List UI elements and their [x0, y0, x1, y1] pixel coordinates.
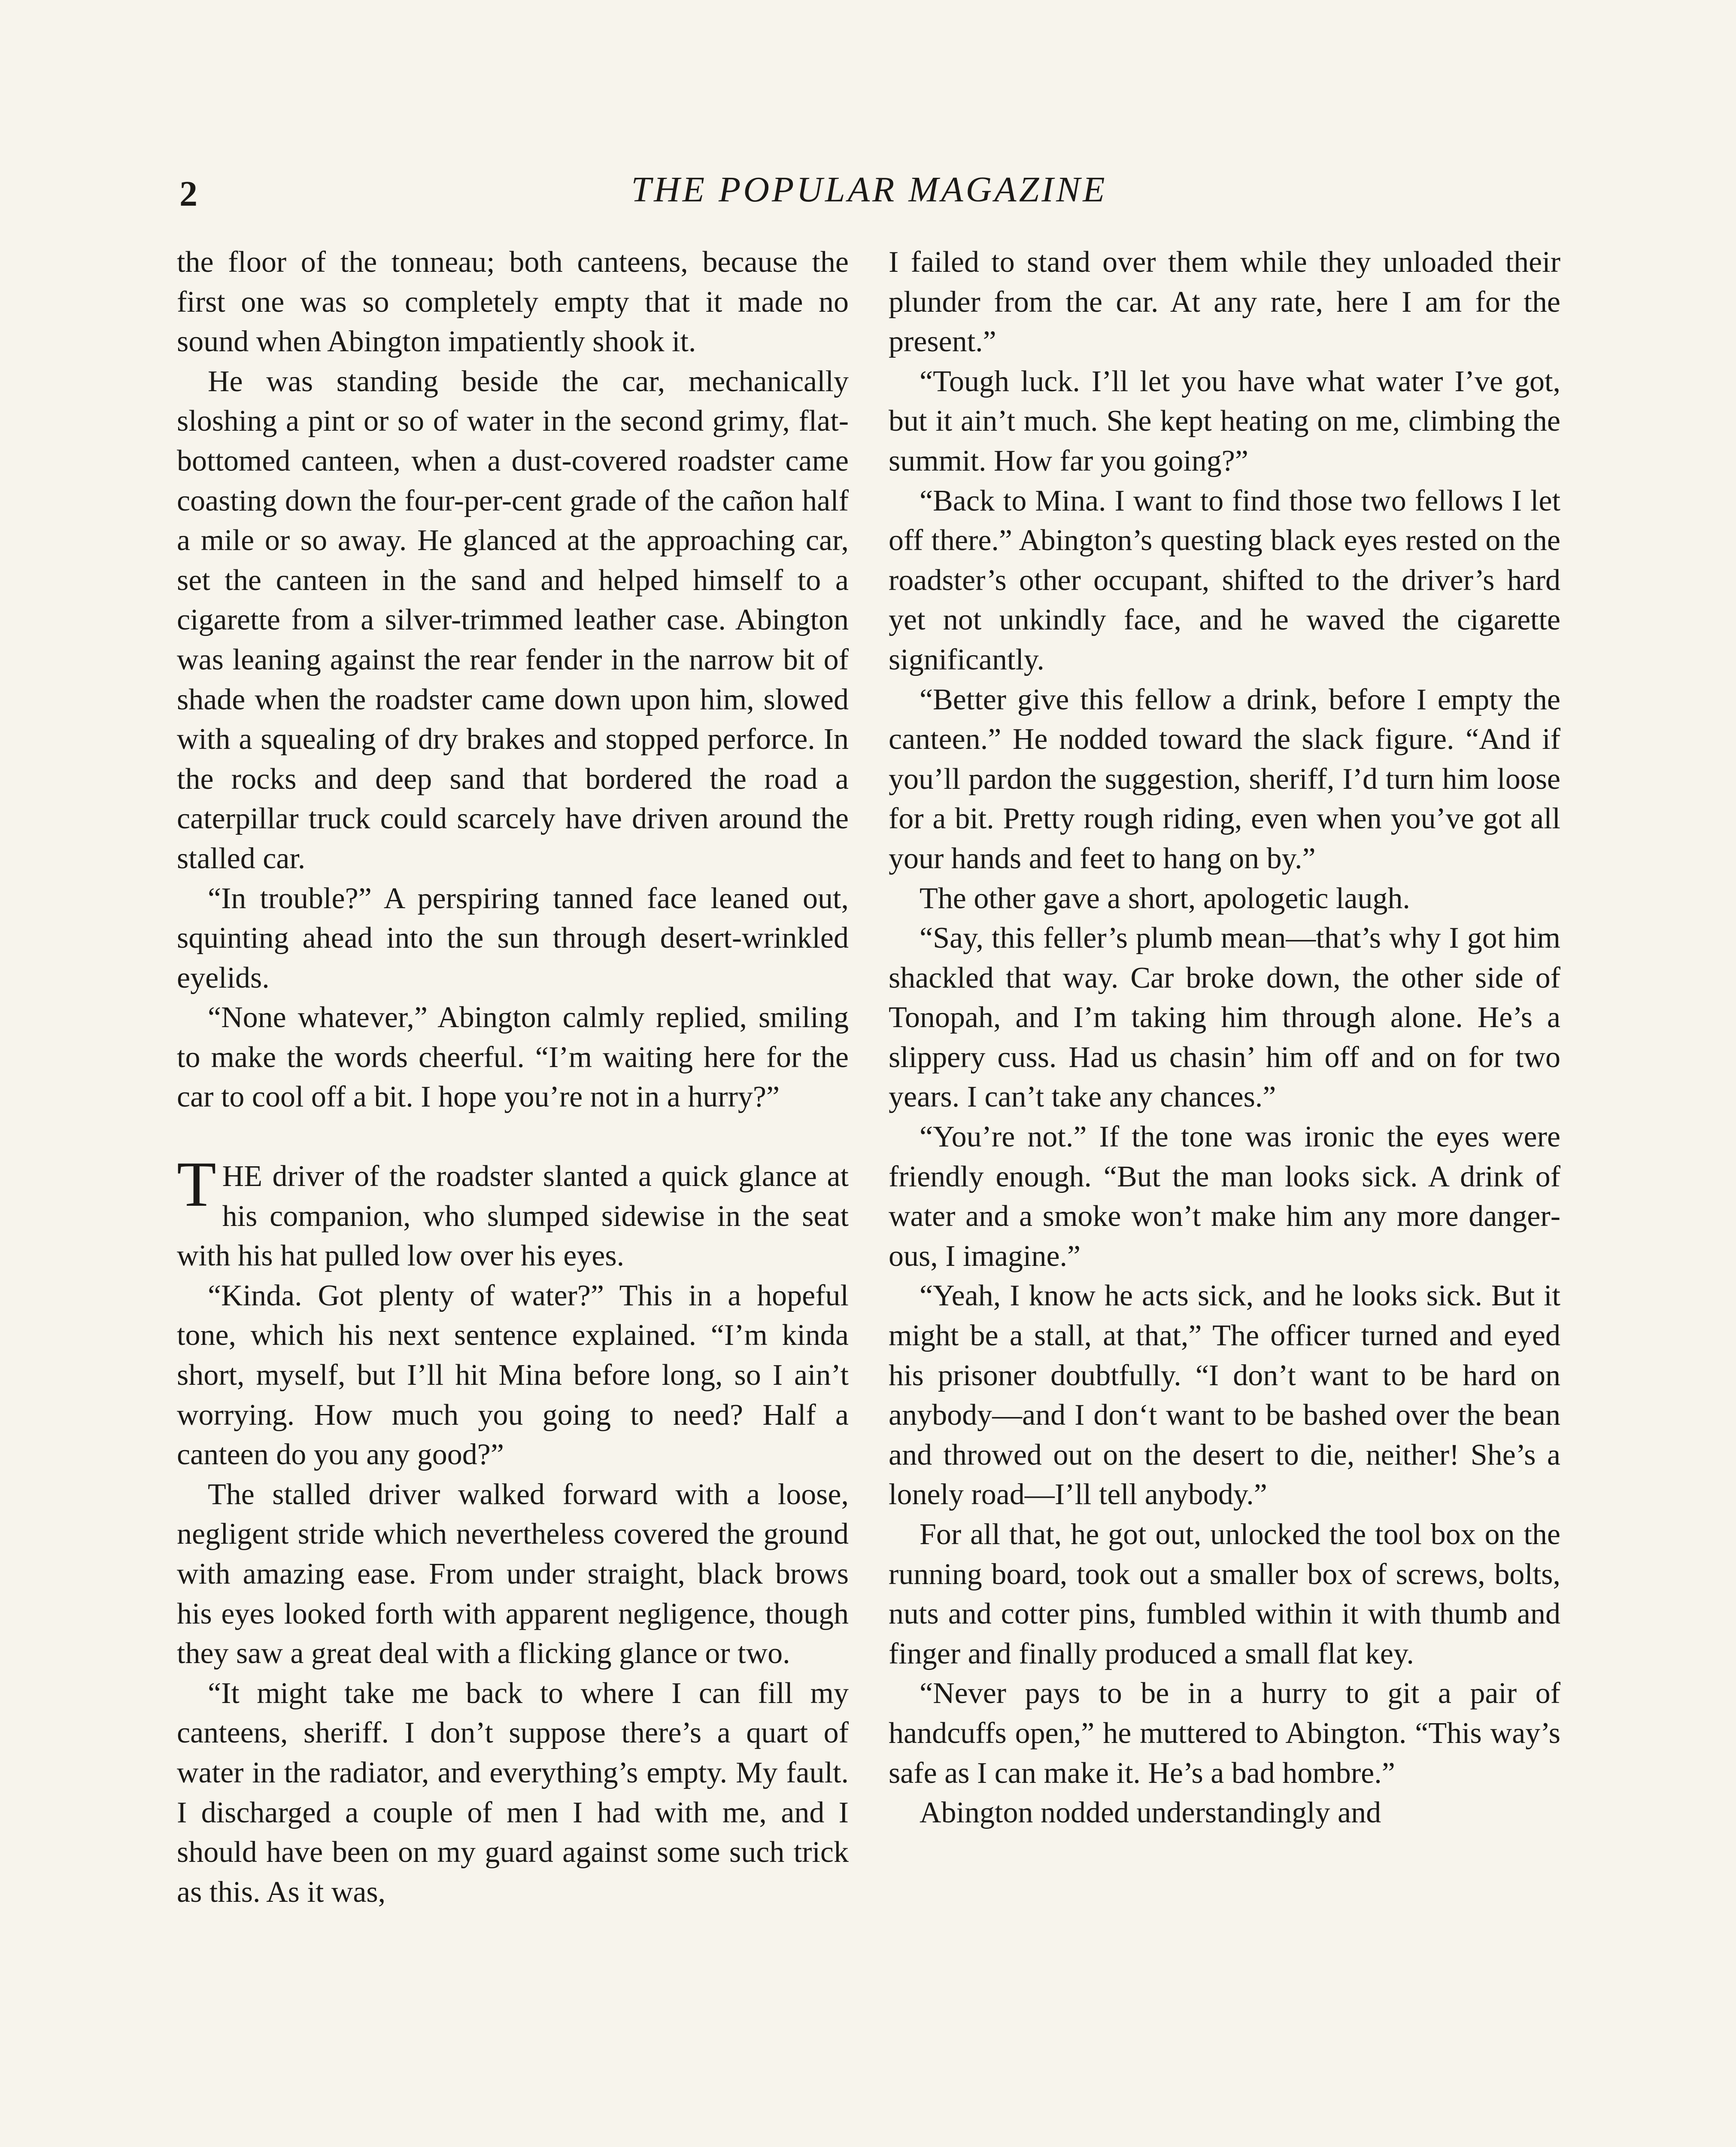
section-opening-paragraph	[177, 1149, 849, 1276]
paragraph: He was standing beside the car, mechanically sloshing a pint or so of water in the second grimy, flat-bottomed canteen, when a dust-covered roadster came coasting down the four-per-cent grade of the cañon half a mile or so away. He glanced at the approaching car, set the canteen in the sand and helped himself to a cigarette from a silver-trimmed leather case. Abington was leaning against the rear fender in the narrow bit of shade when the roadster came down upon him, slowed with a squealing of dry brakes and stopped perforce. In the rocks and deep sand that bordered the road a caterpillar truck could scarcely have driven around the stalled car.	[177, 365, 849, 875]
section-opening-text: HE driver of the roadster slanted a quick glance at his companion, who slumped sidewise in the seat with his hat pulled low over his eyes.	[177, 1160, 849, 1273]
paragraph: Abington nodded understandingly and	[920, 1796, 1381, 1830]
paragraph: “Yeah, I know he acts sick, and he looks sick. But it might be a stall, at that,” The officer turned and eyed his prisoner doubtfully. “I don’t want to be hard on anybody—and I don‘t want to be bashed over the bean and throwed out on the desert to die, neither! She’s a lonely road—I’ll tell anybody.”	[889, 1279, 1560, 1511]
paragraph: I failed to stand over them while they unloaded their plunder from the car. At any rate, here I am for the present.”	[889, 246, 1560, 359]
running-title: THE POPULAR MAGAZINE	[631, 170, 1108, 210]
page-header	[176, 165, 1563, 217]
drop-cap: T	[177, 1149, 216, 1220]
paragraph: The other gave a short, apologetic laugh.	[920, 882, 1410, 915]
paragraph: “Never pays to be in a hurry to git a pair of handcuffs open,” he muttered to Abington. “This way’s safe as I can make it. He’s a bad hombre.”	[889, 1677, 1560, 1790]
paragraph: “None whatever,” Abington calmly replied, smiling to make the words cheerful. “I’m waiting here for the car to cool off a bit. I hope you’re not in a hurry?”	[177, 1001, 849, 1114]
paragraph: The stalled driver walked forward with a loose, negligent stride which nevertheless covered the ground with amazing ease. From under straight, black brows his eyes looked forth with apparent negligence, though they saw a great deal with a flicking glance or two.	[177, 1478, 849, 1670]
paragraph: “Tough luck. I’ll let you have what water I’ve got, but it ain’t much. She kept heating on me, climbing the summit. How far you going?”	[889, 365, 1560, 477]
paragraph: “Back to Mina. I want to find those two fellows I let off there.” Abington’s questing black eyes rested on the roadster’s other occupant, shifted to the driver’s hard yet not unkindly face, and he waved the cigarette significantly.	[889, 484, 1560, 676]
paragraph: “Say, this feller’s plumb mean—that’s why I got him shackled that way. Car broke down, the other side of Tonopah, and I’m taking him through alone. He’s a slippery cuss. Had us chasin’ him off and on for two years. I can’t take any chances.”	[889, 921, 1560, 1114]
paragraph: the floor of the tonneau; both canteens, because the first one was so completely empty that it made no sound when Abington impatiently shook it.	[177, 246, 849, 359]
paragraph: “You’re not.” If the tone was ironic the eyes were friendly enough. “But the man looks sick. A drink of water and a smoke won’t make him any more dangerous, I imagine.”	[889, 1120, 1560, 1273]
paragraph: For all that, he got out, unlocked the tool box on the running board, took out a smaller box of screws, bolts, nuts and cotter pins, fumbled within it with thumb and finger and finally produced a small flat key.	[889, 1518, 1560, 1670]
paragraph: “In trouble?” A perspiring tanned face leaned out, squinting ahead into the sun through desert-wrinkled eyelids.	[177, 882, 849, 994]
left-column	[177, 243, 849, 1912]
page-number: 2	[179, 174, 197, 214]
paragraph: “Better give this fellow a drink, before I empty the canteen.” He nodded toward the slack figure. “And if you’ll pardon the suggestion, sheriff, I’d turn him loose for a bit. Pretty rough riding, even when you’ve got all your hands and feet to hang on by.”	[889, 683, 1560, 875]
paragraph: “It might take me back to where I can fill my canteens, sheriff. I don’t suppose there’s a quart of water in the radiator, and everything’s empty. My fault. I discharged a couple of men I had with me, and I should have been on my guard against some such trick as this. As it was,	[177, 1676, 849, 1909]
paragraph: “Kinda. Got plenty of water?” This in a hopeful tone, which his next sentence explained. “I’m kinda short, myself, but I’ll hit Mina before long, so I ain’t worrying. How much you going to need? Half a canteen do you any good?”	[177, 1279, 849, 1472]
right-column	[889, 243, 1560, 1833]
